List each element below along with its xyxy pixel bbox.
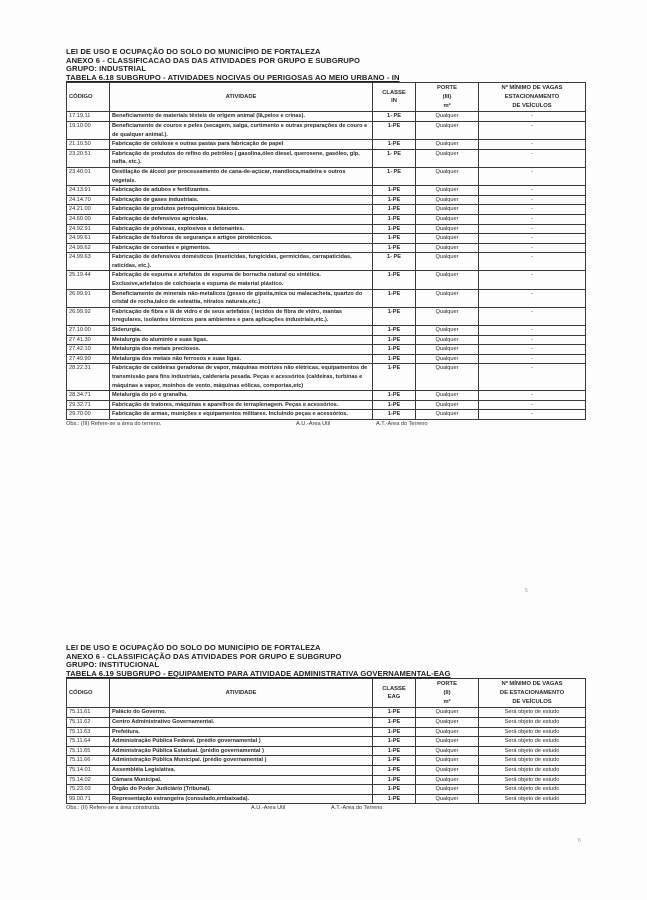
col-porte-l3: m² (443, 102, 451, 109)
cell-vagas: Será objeto de estudo (479, 746, 586, 756)
cell-vagas: Será objeto de estudo (479, 794, 586, 804)
cell-atividade: Órgão do Poder Judiciário (Tribunal). (110, 785, 373, 795)
col-vagas-l3: DE VEÍCULOS (512, 698, 552, 705)
col-classe-l2: IN (391, 98, 397, 105)
col-classe-l1: CLASSE (382, 89, 406, 96)
cell-porte: Qualquer (416, 717, 479, 727)
cell-classe: 1-PE (373, 727, 416, 737)
cell-atividade: Administração Pública Estadual. (prédio governamental ) (110, 746, 373, 756)
col-vagas-l2: ESTACIONAMENTO (504, 94, 560, 101)
cell-classe: 1-PE (373, 746, 416, 756)
table-row (67, 214, 586, 224)
cell-codigo: 17.19.11 (67, 112, 110, 122)
cell-porte: Qualquer (416, 775, 479, 785)
cell-codigo: 24.14.70 (67, 195, 110, 205)
cell-porte: Qualquer (416, 243, 479, 253)
table-row (67, 224, 586, 234)
cell-classe: 1-PE (373, 121, 416, 139)
cell-atividade: Fabricação de caldeiras geradoras de vapor, máquinas motrizes não elétricas, equipamentos de transmissão para fins industriais, calderaria pesada. Peças e acessórios (caldeiras, turbinas e máquinas a vapor, moinhos de vento, máquinas eólicas, comportas,etc) (110, 364, 373, 391)
group-title: GRUPO: INSTITUCIONAL (66, 660, 160, 670)
cell-codigo: 28.22.31 (67, 364, 110, 391)
law-title: LEI DE USO E OCUPAÇÃO DO SOLO DO MUNICÍPIO DE FORTALEZA (66, 643, 321, 652)
cell-codigo: 75.14.01 (67, 765, 110, 775)
cell-classe: 1-PE (373, 271, 416, 289)
cell-codigo: 27.42.10 (67, 345, 110, 355)
table-row (67, 234, 586, 244)
table-row (67, 271, 586, 289)
cell-porte: Qualquer (416, 167, 479, 185)
cell-classe: 1-PE (373, 400, 416, 410)
table-footnote (66, 805, 586, 811)
cell-codigo: 23.20.51 (67, 149, 110, 167)
cell-classe: 1-PE (373, 214, 416, 224)
cell-vagas: - (479, 271, 586, 289)
cell-vagas: - (479, 224, 586, 234)
group-title: GRUPO: INDUSTRIAL (66, 64, 147, 74)
cell-porte: Qualquer (416, 326, 479, 336)
table-row (67, 410, 586, 420)
cell-classe: 1-PE (373, 717, 416, 727)
cell-atividade: Fabricação de defensivos domésticos (inseticidas, fungicidas, germicidas, carrapaticidas, raticidas, etc.). (110, 253, 373, 271)
cell-atividade: Administração Pública Municipal. (prédio governamental ) (110, 756, 373, 766)
col-vagas (479, 679, 586, 708)
cell-porte: Qualquer (416, 737, 479, 747)
table-row (67, 140, 586, 150)
table-title: TABELA 6.19 SUBGRUPO - EQUIPAMENTO PARA ATIVIDADE ADMINISTRATIVA GOVERNAMENTAL-EAG (66, 668, 451, 678)
cell-codigo: 75.23.03 (67, 785, 110, 795)
cell-atividade: Fabricação de armas, munições e equipamentos militares. Incluindo peças e acessórios. (110, 410, 373, 420)
cell-classe: 1-PE (373, 794, 416, 804)
cell-porte: Qualquer (416, 234, 479, 244)
cell-porte: Qualquer (416, 149, 479, 167)
cell-vagas: - (479, 234, 586, 244)
cell-atividade: Metalurgia do alumínio e suas ligas. (110, 335, 373, 345)
cell-vagas: - (479, 364, 586, 391)
cell-codigo: 29.70.00 (67, 410, 110, 420)
cell-vagas: Será objeto de estudo (479, 727, 586, 737)
annex-title: ANEXO 6 - CLASSIFICACAO DAS DAS ATIVIDADES POR GRUPO E SUBGRUPO (66, 55, 361, 65)
cell-atividade: Fabricação de fibra e lã de vidro e de seus artefatos ( tecidos de fibra de vidro, mantas irregulares, isolantes térmicos para ambientes e para aplicações industriais,etc.). (110, 307, 373, 325)
col-classe (373, 679, 416, 708)
cell-codigo: 25.19.44 (67, 271, 110, 289)
page-mark: 5 (525, 588, 528, 594)
cell-codigo: 75.14.02 (67, 775, 110, 785)
table-row (67, 717, 586, 727)
cell-classe: 1-PE (373, 307, 416, 325)
cell-atividade: Fabricação de pólvoras, explosivos e detonantes. (110, 224, 373, 234)
activities-table-industrial (66, 82, 586, 420)
table-row (67, 335, 586, 345)
annex-title: ANEXO 6 - CLASSIFICAÇÃO DAS ATIVIDADES POR GRUPO E SUBGRUPO (66, 651, 342, 661)
cell-codigo: 24.99.61 (67, 234, 110, 244)
cell-vagas: - (479, 214, 586, 224)
cell-vagas: Será objeto de estudo (479, 708, 586, 718)
cell-atividade: Fabricação de espuma e artefatos de espuma de borracha natural ou sintética. Exclusive,artefatos de colchoaria e espuma de material plástico. (110, 271, 373, 289)
col-porte-l3: m² (443, 698, 451, 705)
table-header-row (67, 679, 586, 708)
cell-vagas: - (479, 307, 586, 325)
col-classe (373, 83, 416, 112)
cell-atividade: Metalurgia dos metais preciosos. (110, 345, 373, 355)
cell-atividade: Prefeitura. (110, 727, 373, 737)
footnote-au: A.U.-Area Util (251, 805, 286, 812)
cell-codigo: 28.34.71 (67, 391, 110, 401)
cell-porte: Qualquer (416, 410, 479, 420)
footnote-au: A.U.-Area Util (296, 420, 331, 427)
cell-codigo: 29.32.71 (67, 400, 110, 410)
cell-porte: Qualquer (416, 756, 479, 766)
cell-atividade: Fabricação de corantes e pigmentos. (110, 243, 373, 253)
section-institucional (66, 644, 586, 811)
cell-classe: 1-PE (373, 205, 416, 215)
cell-vagas: - (479, 289, 586, 307)
table-row (67, 364, 586, 391)
cell-atividade: Fabricação de gases industriais. (110, 195, 373, 205)
cell-porte: Qualquer (416, 727, 479, 737)
table-row (67, 765, 586, 775)
cell-vagas: Será objeto de estudo (479, 765, 586, 775)
col-porte (416, 679, 479, 708)
table-row (67, 746, 586, 756)
cell-codigo: 24.60.00 (67, 214, 110, 224)
cell-classe: 1- PE (373, 112, 416, 122)
table-row (67, 149, 586, 167)
col-vagas-l2: DE ESTACIONAMENTO (499, 690, 565, 697)
cell-codigo: 23.40.01 (67, 167, 110, 185)
cell-classe: 1-PE (373, 140, 416, 150)
cell-classe: 1-PE (373, 234, 416, 244)
cell-codigo: 24.92.91 (67, 224, 110, 234)
table-title: TABELA 6.18 SUBGRUPO - ATIVIDADES NOCIVAS OU PERIGOSAS AO MEIO URBANO - IN (66, 72, 400, 82)
cell-porte: Qualquer (416, 391, 479, 401)
cell-vagas: - (479, 253, 586, 271)
cell-classe: 1-PE (373, 391, 416, 401)
cell-porte: Qualquer (416, 140, 479, 150)
table-row (67, 391, 586, 401)
col-porte (416, 83, 479, 112)
table-row (67, 775, 586, 785)
cell-porte: Qualquer (416, 746, 479, 756)
cell-atividade: Fabricação de adubos e fertilizantes. (110, 186, 373, 196)
cell-atividade: Beneficiamento de materiais têxteis de origem animal (lã,pelos e crinas). (110, 112, 373, 122)
col-porte-l2: (II) (443, 690, 451, 697)
cell-classe: 1-PE (373, 708, 416, 718)
cell-classe: 1-PE (373, 289, 416, 307)
table-row (67, 253, 586, 271)
cell-vagas: - (479, 345, 586, 355)
cell-atividade: Fabricação de tratores, máquinas e aparelhos de terraplenagem. Peças e acessórios. (110, 400, 373, 410)
cell-atividade: Fabricação de defensivos agrícolas. (110, 214, 373, 224)
table-row (67, 167, 586, 185)
cell-classe: 1- PE (373, 149, 416, 167)
col-atividade: ATIVIDADE (110, 679, 373, 708)
cell-vagas: - (479, 167, 586, 185)
cell-classe: 1-PE (373, 195, 416, 205)
col-classe-l1: CLASSE (382, 685, 406, 692)
cell-vagas: - (479, 243, 586, 253)
cell-vagas: Será objeto de estudo (479, 737, 586, 747)
cell-classe: 1-PE (373, 326, 416, 336)
cell-codigo: 21.10.50 (67, 140, 110, 150)
cell-vagas: - (479, 326, 586, 336)
cell-codigo: 24.99.63 (67, 253, 110, 271)
cell-atividade: Representação estrangeira (consulado,embaixada). (110, 794, 373, 804)
table-row (67, 794, 586, 804)
cell-atividade: Fabricação de fósforos de segurança e artigos pirotécnicos. (110, 234, 373, 244)
col-porte-l2: (III) (442, 94, 452, 101)
cell-porte: Qualquer (416, 289, 479, 307)
cell-codigo: 75.11.61 (67, 708, 110, 718)
cell-classe: 1-PE (373, 243, 416, 253)
col-porte-l1: PORTE (437, 681, 457, 688)
cell-vagas: - (479, 391, 586, 401)
cell-vagas: Será objeto de estudo (479, 785, 586, 795)
table-row (67, 186, 586, 196)
cell-vagas: - (479, 354, 586, 364)
cell-codigo: 75.11.65 (67, 746, 110, 756)
cell-porte: Qualquer (416, 400, 479, 410)
table-row (67, 195, 586, 205)
footnote-at: A.T.-Area do Terreno (331, 805, 383, 812)
table-row (67, 121, 586, 139)
cell-codigo: 24.13.91 (67, 186, 110, 196)
cell-porte: Qualquer (416, 271, 479, 289)
cell-codigo: 27.49.90 (67, 354, 110, 364)
cell-vagas: - (479, 112, 586, 122)
table-row (67, 112, 586, 122)
cell-porte: Qualquer (416, 345, 479, 355)
cell-codigo: 75.11.62 (67, 717, 110, 727)
cell-codigo: 27.10.00 (67, 326, 110, 336)
cell-codigo: 27.41.30 (67, 335, 110, 345)
cell-porte: Qualquer (416, 224, 479, 234)
footnote-at: A.T.-Area do Terreno (376, 420, 428, 427)
cell-codigo: 24.21.00 (67, 205, 110, 215)
table-row (67, 345, 586, 355)
cell-vagas: Será objeto de estudo (479, 775, 586, 785)
cell-classe: 1-PE (373, 756, 416, 766)
cell-atividade: Metalurgia do pó e granalha. (110, 391, 373, 401)
table-row (67, 326, 586, 336)
cell-codigo: 75.11.64 (67, 737, 110, 747)
cell-classe: 1-PE (373, 785, 416, 795)
col-codigo: CÓDIGO (67, 83, 110, 112)
cell-vagas: Será objeto de estudo (479, 756, 586, 766)
cell-porte: Qualquer (416, 307, 479, 325)
cell-atividade: Fabricação de celulose e outras pastas para fabricação de papel (110, 140, 373, 150)
cell-atividade: Administração Pública Federal. (prédio governamental ) (110, 737, 373, 747)
col-porte-l1: PORTE (437, 85, 457, 92)
law-title: LEI DE USO E OCUPAÇÃO DO SOLO DO MUNICÍPIO DE FORTALEZA (66, 47, 321, 56)
table-row (67, 737, 586, 747)
col-atividade: ATIVIDADE (110, 83, 373, 112)
cell-codigo: 26.99.92 (67, 307, 110, 325)
cell-classe: 1-PE (373, 186, 416, 196)
cell-classe: 1- PE (373, 167, 416, 185)
cell-vagas: - (479, 400, 586, 410)
cell-classe: 1-PE (373, 224, 416, 234)
table-header-row (67, 83, 586, 112)
cell-porte: Qualquer (416, 121, 479, 139)
cell-porte: Qualquer (416, 794, 479, 804)
cell-classe: 1- PE (373, 253, 416, 271)
col-vagas (479, 83, 586, 112)
table-row (67, 205, 586, 215)
cell-vagas: - (479, 140, 586, 150)
cell-atividade: Câmara Municipal. (110, 775, 373, 785)
page-mark: 6 (578, 838, 581, 844)
cell-atividade: Fabricação de produtos petroquímicos básicos. (110, 205, 373, 215)
cell-atividade: Beneficiamento de minerais não-metalicos (gesso de gipsita,mica ou malacacheta, quartzo do cristal de rocha,talco de esteatita, nitratos naturais,etc.) (110, 289, 373, 307)
cell-atividade: Destilação de álcool por processamento de cana-de-açúcar, mandioca,madeira e outros vegetais. (110, 167, 373, 185)
col-vagas-l3: DE VEÍCULOS (512, 102, 552, 109)
footnote-obs: Obs.: (III) Refere-se a área do terreno. (66, 420, 162, 427)
cell-classe: 1-PE (373, 345, 416, 355)
table-row (67, 785, 586, 795)
cell-vagas: - (479, 186, 586, 196)
table-footnote (66, 421, 586, 427)
table-row (67, 243, 586, 253)
table-row (67, 756, 586, 766)
cell-classe: 1-PE (373, 737, 416, 747)
col-classe-l2: EAG (387, 694, 401, 701)
cell-atividade: Metalurgia dos metais não ferrosos e suas ligas. (110, 354, 373, 364)
cell-vagas: - (479, 205, 586, 215)
table-row (67, 354, 586, 364)
cell-atividade: Beneficiamento de couros e peles (secagem, salga, curtimento e outras preparações de couro e de qualquer animal.). (110, 121, 373, 139)
table-row (67, 727, 586, 737)
col-codigo: CÓDIGO (67, 679, 110, 708)
section-industrial (66, 48, 586, 427)
cell-porte: Qualquer (416, 205, 479, 215)
cell-porte: Qualquer (416, 354, 479, 364)
cell-vagas: - (479, 149, 586, 167)
cell-porte: Qualquer (416, 195, 479, 205)
cell-porte: Qualquer (416, 785, 479, 795)
cell-classe: 1-PE (373, 335, 416, 345)
cell-porte: Qualquer (416, 364, 479, 391)
cell-codigo: 24.99.62 (67, 243, 110, 253)
cell-classe: 1-PE (373, 354, 416, 364)
cell-vagas: - (479, 335, 586, 345)
table-row (67, 708, 586, 718)
cell-classe: 1-PE (373, 765, 416, 775)
footnote-obs: Obs.: (II) Refere-se a área construída. (66, 805, 161, 812)
cell-porte: Qualquer (416, 186, 479, 196)
table-row (67, 289, 586, 307)
cell-vagas: - (479, 195, 586, 205)
cell-atividade: Assembléia Legislativa. (110, 765, 373, 775)
col-vagas-l1: Nº MÍNIMO DE VAGAS (501, 85, 563, 92)
cell-codigo: 99.00.71 (67, 794, 110, 804)
cell-classe: 1-PE (373, 364, 416, 391)
cell-porte: Qualquer (416, 214, 479, 224)
cell-classe: 1-PE (373, 410, 416, 420)
col-vagas-l1: Nº MÍNIMO DE VAGAS (501, 681, 563, 688)
cell-atividade: Fabricação de produtos do refino do petróleo ( gasolina,óleo diesel, querosene, gasóleo, glp, nafta, etc.). (110, 149, 373, 167)
cell-porte: Qualquer (416, 708, 479, 718)
table-row (67, 400, 586, 410)
activities-table-institucional (66, 678, 586, 804)
cell-porte: Qualquer (416, 253, 479, 271)
cell-porte: Qualquer (416, 765, 479, 775)
cell-atividade: Siderurgia. (110, 326, 373, 336)
cell-codigo: 75.11.63 (67, 727, 110, 737)
table-row (67, 307, 586, 325)
cell-codigo: 19.10.00 (67, 121, 110, 139)
cell-vagas: - (479, 121, 586, 139)
cell-atividade: Palácio do Governo. (110, 708, 373, 718)
cell-codigo: 75.11.66 (67, 756, 110, 766)
cell-classe: 1-PE (373, 775, 416, 785)
cell-vagas: - (479, 410, 586, 420)
cell-codigo: 26.99.91 (67, 289, 110, 307)
cell-atividade: Centro Administrativo Governamental. (110, 717, 373, 727)
cell-porte: Qualquer (416, 335, 479, 345)
cell-porte: Qualquer (416, 112, 479, 122)
cell-vagas: Será objeto de estudo (479, 717, 586, 727)
